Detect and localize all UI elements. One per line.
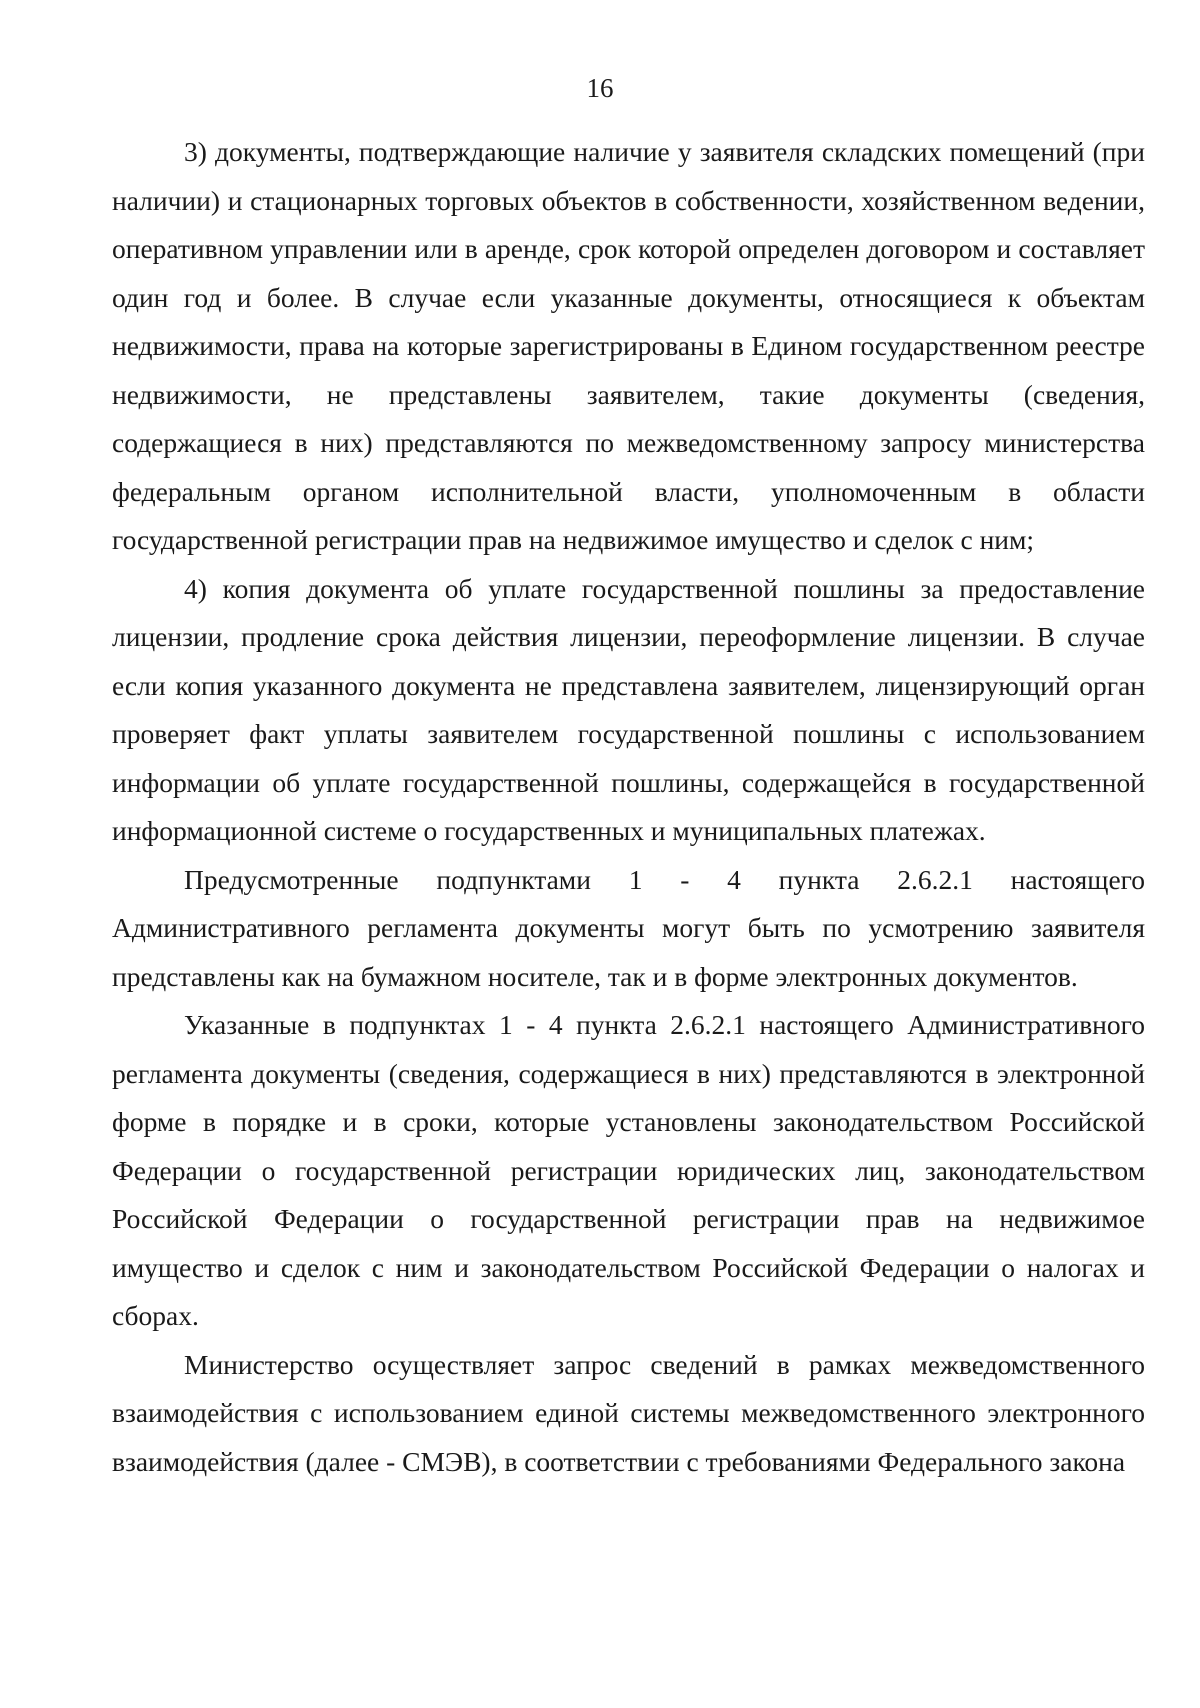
paragraph-submission-form: Предусмотренные подпунктами 1 - 4 пункта 2.6.2.1 настоящего Административного регламента документы могут быть по усмотрению заявителя представлены как на бумажном носителе, так и в форме электронных документов. bbox=[112, 863, 1145, 992]
page-number: 16 bbox=[586, 73, 614, 103]
document-body bbox=[112, 128, 1145, 1486]
paragraph-item-4: 4) копия документа об уплате государственной пошлины за предоставление лицензии, продление срока действия лицензии, переоформление лицензии. В случае если копия указанного документа не представлена заявителем, лицензирующий орган проверяет факт уплаты заявителем государственной пошлины с использованием информации об уплате государственной пошлины, содержащейся в государственной информационной системе о государственных и муниципальных платежах. bbox=[112, 572, 1145, 846]
paragraph-item-3: 3) документы, подтверждающие наличие у заявителя складских помещений (при наличии) и стационарных торговых объектов в собственности, хозяйственном ведении, оперативном управлении или в аренде, срок которой определен договором и составляет один год и более. В случае если указанные документы, относящиеся к объектам недвижимости, права на которые зарегистрированы в Едином государственном реестре недвижимости, не представлены заявителем, такие документы (сведения, содержащиеся в них) представляются по межведомственному запросу министерства федеральным органом исполнительной власти, уполномоченным в области государственной регистрации прав на недвижимое имущество и сделок с ним; bbox=[112, 136, 1145, 555]
paragraph-electronic-form: Указанные в подпунктах 1 - 4 пункта 2.6.2.1 настоящего Административного регламента документы (сведения, содержащиеся в них) представляются в электронной форме в порядке и в сроки, которые установлены законодательством Российской Федерации о государственной регистрации юридических лиц, законодательством Российской Федерации о государственной регистрации прав на недвижимое имущество и сделок с ним и законодательством Российской Федерации о налогах и сборах. bbox=[112, 1009, 1145, 1331]
paragraph-smev-request: Министерство осуществляет запрос сведений в рамках межведомственного взаимодействия с использованием единой системы межведомственного электронного взаимодействия (далее - СМЭВ), в соответствии с требованиями Федерального закона bbox=[112, 1348, 1145, 1477]
